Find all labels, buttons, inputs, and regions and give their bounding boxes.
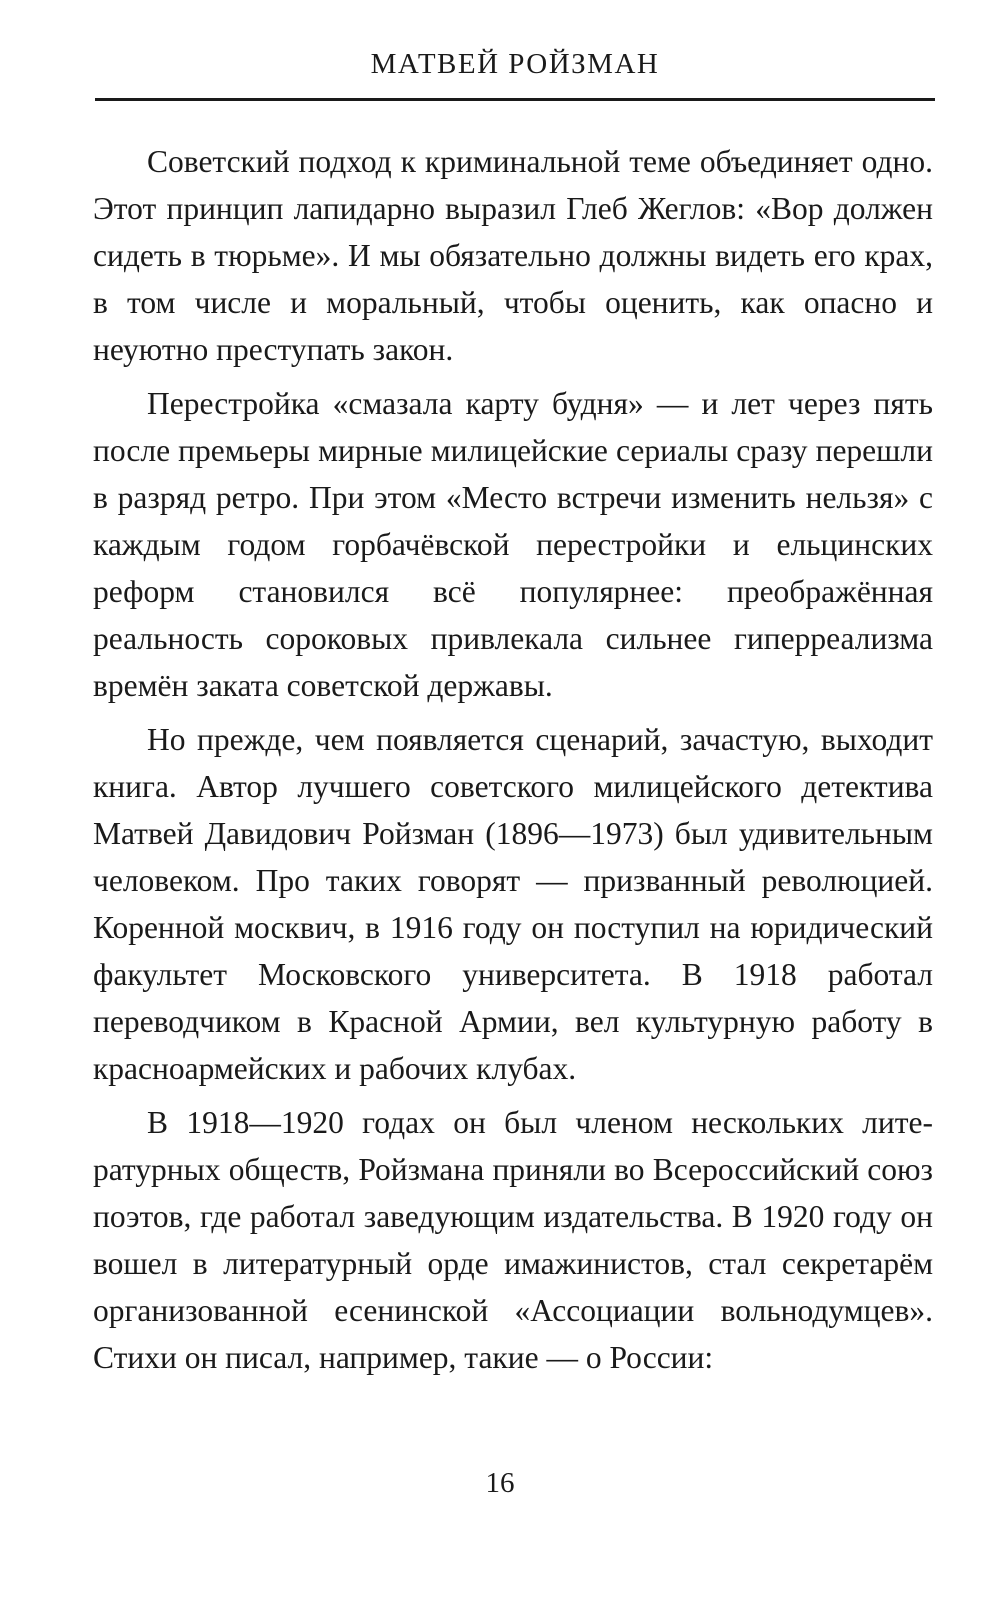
header-rule — [95, 98, 935, 101]
paragraph: Перестройка «смазала карту будня» — и лет через пять после премьеры мирные милицейские сериалы сразу перешли в разряд ретро. При этом «Место встречи изменить нельзя» с каждым годом горбачёвской перестройки и ельцинских реформ становился всё популярнее: преображённая реальность сороковых привлекала сильнее гиперреализма времён заката советской державы. — [93, 386, 933, 703]
paragraph: Советский подход к криминальной теме объединяет одно. Этот принцип лапидарно выразил Глеб Жеглов: «Вор должен сидеть в тюрьме». И мы обязательно должны видеть его крах, в том числе и моральный, чтобы оценить, как опасно и неуютно преступать закон. — [93, 144, 933, 367]
page-number: 16 — [485, 1467, 515, 1499]
text-body — [93, 138, 933, 1388]
paragraph: Но прежде, чем появляется сценарий, зачастую, выходит книга. Автор лучшего советского милицейского детектива Матвей Давидович Ройзман (1896—1973) был удивительным человеком. Про таких говорят — призванный революцией. Коренной москвич, в 1916 году он поступил на юридический факультет Московского университета. В 1918 работал переводчиком в Красной Армии, вел культурную работу в красноармейских и рабочих клубах. — [93, 722, 933, 1086]
paragraph: В 1918—1920 годах он был членом нескольких литературных обществ, Ройзмана приняли во Всероссийский союз поэтов, где работал заведующим издательства. В 1920 году он вошел в литературный орде имажинистов, стал секретарём организованной есенинской «Ассоциации вольнодумцев». Стихи он писал, например, такие — о России: — [93, 1105, 933, 1375]
running-head: МАТВЕЙ РОЙЗМАН — [370, 48, 660, 80]
